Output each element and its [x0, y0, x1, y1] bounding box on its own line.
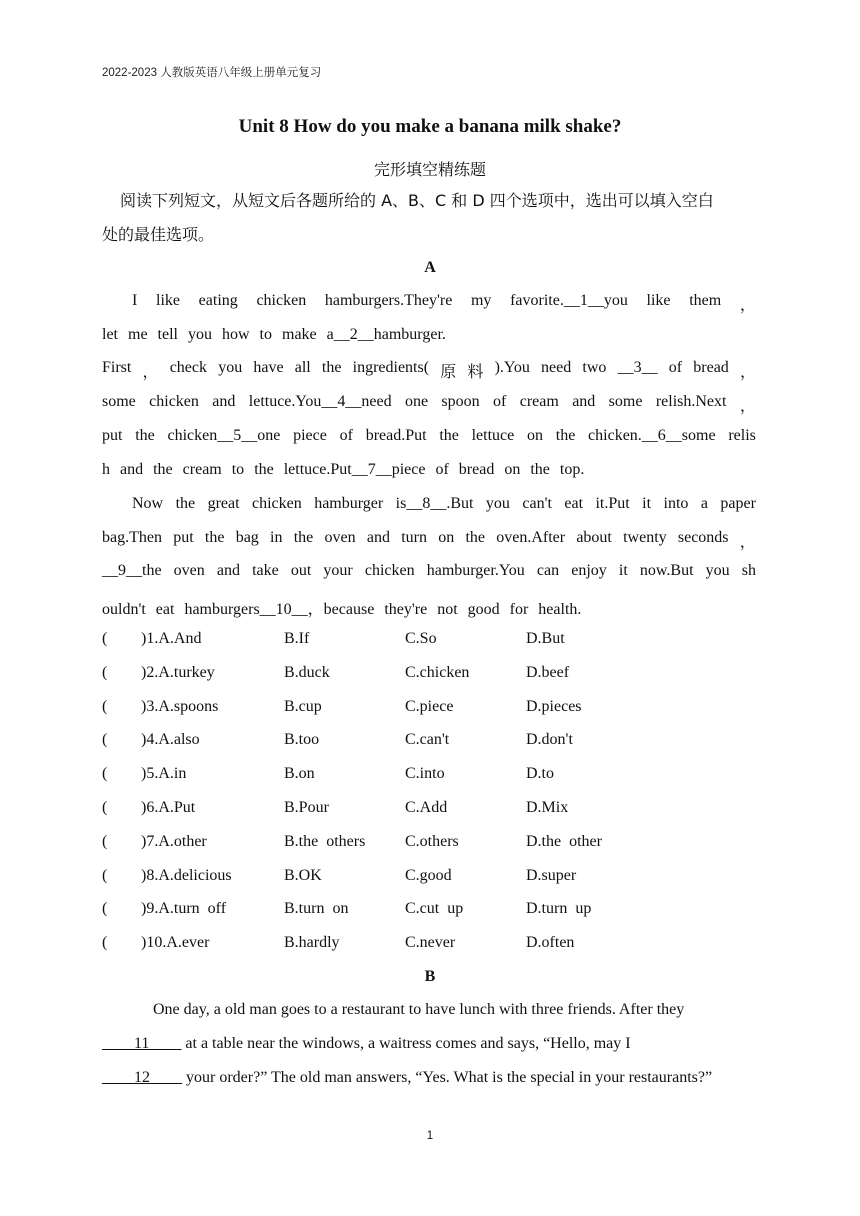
- answer-bracket: (: [102, 866, 108, 884]
- question-option-c: C.others: [405, 832, 459, 850]
- question-option-a: )2.A.turkey: [141, 663, 215, 681]
- question-option-a: )9.A.turn off: [141, 900, 227, 918]
- passage-a-line: [102, 359, 756, 382]
- passage-word: put: [173, 529, 194, 546]
- passage-word: the: [293, 529, 314, 546]
- instructions-line-1: 阅读下列短文，从短文后各题所给的 A、B、C 和 D 四个选项中，选出可以填入空白: [120, 191, 714, 210]
- passage-word: in: [270, 529, 283, 546]
- page-subtitle: 完形填空精练题: [373, 160, 486, 179]
- question-option-a: )8.A.delicious: [141, 866, 232, 884]
- passage-word: hamburger.You: [426, 562, 525, 579]
- passage-word: eat: [564, 495, 584, 512]
- section-b-line-3-text: your order?” The old man answers, “Yes. What is the special in your restaurants?”: [182, 1069, 713, 1086]
- question-option-a: )1.A.And: [141, 630, 202, 647]
- question-option-c: C.never: [405, 934, 456, 952]
- question-option-d: D.But: [526, 630, 565, 647]
- page-header: 2022-2023 人教版英语八年级上册单元复习: [102, 67, 322, 79]
- passage-word: out: [290, 562, 312, 579]
- passage-word: the: [321, 359, 342, 376]
- passage-word: the: [439, 427, 459, 444]
- answer-bracket: (: [102, 832, 108, 850]
- passage-word: paper: [720, 495, 756, 512]
- question-option-d: D.often: [526, 934, 575, 952]
- passage-a-line: [102, 562, 756, 580]
- passage-word: good: [467, 601, 500, 618]
- question-option-b: B.Pour: [284, 799, 329, 816]
- passage-word: the: [175, 495, 196, 512]
- question-option-a: )3.A.spoons: [141, 697, 219, 715]
- passage-a-line: [102, 461, 756, 479]
- passage-word: turn: [401, 529, 427, 546]
- question-option-b: B.OK: [284, 866, 322, 884]
- page-title: Unit 8 How do you make a banana milk shake?: [238, 116, 622, 137]
- passage-word: 料: [467, 364, 484, 381]
- section-b-line-2-text: at a table near the windows, a waitress comes and says, “Hello, may I: [181, 1035, 631, 1052]
- passage-word: two: [582, 359, 607, 376]
- question-option-c: C.good: [405, 866, 452, 884]
- passage-word: top.: [559, 461, 585, 478]
- question-option-d: D.pieces: [526, 697, 582, 715]
- passage-word: to: [231, 461, 245, 478]
- question-option-c: C.So: [405, 630, 437, 647]
- passage-word: relis: [728, 427, 756, 444]
- instructions-line-2: 处的最佳选项。: [102, 225, 215, 244]
- passage-word: ，: [739, 398, 756, 415]
- answer-bracket: (: [102, 900, 108, 918]
- passage-word: your: [323, 562, 353, 579]
- passage-word: cream: [519, 393, 559, 410]
- passage-word: eating: [198, 292, 238, 309]
- passage-word: about: [576, 529, 612, 546]
- question-option-c: C.chicken: [405, 663, 470, 681]
- passage-word: a__2__hamburger.: [326, 326, 446, 343]
- passage-word: make: [282, 326, 317, 343]
- passage-word: the: [555, 427, 576, 444]
- answer-bracket: (: [102, 765, 108, 783]
- passage-word: enjoy: [571, 562, 607, 579]
- passage-word: like: [156, 292, 180, 309]
- passage-word: of: [435, 461, 449, 478]
- blank-12: ____12____: [102, 1069, 182, 1086]
- passage-word: of: [668, 359, 683, 376]
- passage-word: ，: [142, 364, 159, 381]
- passage-word: they're: [384, 601, 428, 618]
- passage-word: my: [470, 292, 492, 309]
- answer-bracket: (: [102, 663, 108, 681]
- answer-bracket: (: [102, 934, 108, 952]
- section-b-line-3: [102, 1069, 756, 1087]
- page-number: 1: [426, 1130, 434, 1142]
- passage-word: into: [663, 495, 689, 512]
- passage-a-line: [102, 427, 756, 445]
- passage-a-line: [102, 529, 756, 552]
- answer-bracket: (: [102, 731, 108, 749]
- question-option-b: B.on: [284, 765, 315, 783]
- passage-word: eat: [155, 601, 175, 618]
- passage-a-line: [132, 292, 756, 315]
- passage-word: the: [465, 529, 485, 546]
- question-option-c: C.cut up: [405, 900, 464, 918]
- passage-word: you: [218, 359, 243, 376]
- passage-word: 原: [440, 364, 457, 381]
- passage-word: how: [221, 326, 250, 343]
- passage-word: bread: [693, 359, 729, 376]
- passage-word: First: [102, 359, 132, 376]
- passage-word: piece: [293, 427, 327, 444]
- passage-word: I: [132, 292, 138, 309]
- section-a-heading: A: [424, 259, 436, 276]
- passage-word: you: [485, 495, 510, 512]
- question-option-d: D.super: [526, 866, 577, 884]
- question-option-a: )10.A.ever: [141, 934, 210, 952]
- question-option-d: D.don't: [526, 731, 573, 749]
- answer-bracket: (: [102, 799, 108, 816]
- passage-word: can't: [522, 495, 552, 512]
- passage-word: h: [102, 461, 110, 478]
- passage-word: bag: [235, 529, 259, 546]
- passage-word: and: [216, 562, 240, 579]
- question-option-a: )4.A.also: [141, 731, 200, 749]
- question-option-d: D.turn up: [526, 900, 592, 918]
- passage-word: and: [120, 461, 144, 478]
- passage-word: ，: [739, 534, 756, 551]
- passage-word: need: [541, 359, 572, 376]
- passage-word: on: [527, 427, 543, 444]
- passage-word: and: [366, 529, 390, 546]
- passage-word: the: [204, 529, 225, 546]
- passage-word: put: [102, 427, 123, 444]
- passage-word: the: [530, 461, 550, 478]
- question-option-c: C.into: [405, 765, 445, 783]
- answer-bracket: (: [102, 697, 108, 715]
- passage-word: on: [504, 461, 521, 478]
- passage-word: of: [339, 427, 353, 444]
- passage-word: is__8__.But: [395, 495, 474, 512]
- passage-a-line: [102, 393, 756, 416]
- passage-word: not: [437, 601, 458, 618]
- passage-word: to: [259, 326, 272, 343]
- passage-word: it.Put: [595, 495, 630, 512]
- question-option-b: B.hardly: [284, 934, 340, 952]
- question-option-c: C.piece: [405, 697, 454, 715]
- section-b-line-1: One day, a old man goes to a restaurant to have lunch with three friends. After they: [153, 1001, 685, 1018]
- question-option-a: )6.A.Put: [141, 799, 196, 816]
- passage-word: some: [102, 393, 136, 410]
- question-option-a: )7.A.other: [141, 832, 207, 850]
- passage-word: ingredients(: [352, 359, 430, 376]
- passage-word: lettuce.Put__7__piece: [283, 461, 426, 478]
- passage-word: some: [608, 393, 643, 410]
- passage-word: tell: [157, 326, 178, 343]
- passage-word: relish.Next: [655, 393, 727, 410]
- passage-word: __3__: [617, 359, 658, 376]
- passage-word: one: [404, 393, 429, 410]
- passage-word: chicken: [364, 562, 415, 579]
- passage-word: for: [509, 601, 529, 618]
- passage-word: seconds: [677, 529, 729, 546]
- section-b-line-2: [102, 1035, 756, 1053]
- passage-word: bag.Then: [102, 529, 162, 546]
- passage-word: the: [153, 461, 173, 478]
- passage-word: favorite.__1__you: [510, 292, 628, 309]
- passage-a-line: [102, 596, 756, 619]
- passage-word: on: [438, 529, 455, 546]
- passage-word: chicken: [252, 495, 302, 512]
- passage-word: oven: [324, 529, 356, 546]
- passage-word: you: [187, 326, 212, 343]
- question-option-b: B.If: [284, 630, 310, 647]
- passage-word: __9__the: [102, 562, 162, 579]
- passage-word: great: [207, 495, 240, 512]
- question-option-b: B.duck: [284, 663, 330, 681]
- answer-bracket: (: [102, 630, 108, 647]
- passage-word: oven.After: [496, 529, 566, 546]
- passage-word: chicken: [256, 292, 307, 309]
- passage-word: now.But: [639, 562, 694, 579]
- passage-word: you: [705, 562, 730, 579]
- passage-word: hamburgers.They're: [324, 292, 453, 309]
- question-option-b: B.cup: [284, 697, 322, 715]
- passage-word: of: [493, 393, 507, 410]
- question-option-b: B.turn on: [284, 900, 349, 918]
- question-option-c: C.Add: [405, 799, 448, 816]
- passage-word: take: [252, 562, 279, 579]
- passage-word: lettuce.You__4__need: [248, 393, 392, 410]
- passage-word: the: [135, 427, 155, 444]
- passage-word: spoon: [441, 393, 480, 410]
- passage-word: and: [572, 393, 596, 410]
- passage-word: bread.Put: [365, 427, 427, 444]
- question-option-b: B.the others: [284, 832, 366, 850]
- question-option-d: D.to: [526, 765, 554, 783]
- blank-11: ____11____: [102, 1035, 182, 1052]
- passage-word: oven: [173, 562, 205, 579]
- passage-word: chicken__5__one: [167, 427, 281, 444]
- passage-word: check: [169, 359, 208, 376]
- passage-word: let: [102, 326, 118, 343]
- passage-word: a: [700, 495, 708, 512]
- passage-word: all: [294, 359, 311, 376]
- question-option-a: )5.A.in: [141, 765, 187, 783]
- section-b-heading: B: [424, 968, 436, 985]
- passage-word: ouldn't: [102, 601, 146, 618]
- question-option-b: B.too: [284, 731, 320, 749]
- passage-word: like: [646, 292, 671, 309]
- passage-word: me: [128, 326, 148, 343]
- passage-word: hamburger: [314, 495, 384, 512]
- passage-word: hamburgers__10__，because: [184, 601, 375, 618]
- passage-a-line: [102, 326, 756, 344]
- question-option-d: D.Mix: [526, 799, 569, 816]
- passage-word: twenty: [623, 529, 667, 546]
- passage-word: them: [689, 292, 722, 309]
- question-option-c: C.can't: [405, 731, 450, 749]
- passage-word: it: [642, 495, 652, 512]
- passage-word: lettuce: [471, 427, 515, 444]
- passage-word: ，: [739, 364, 756, 381]
- passage-word: and: [212, 393, 236, 410]
- passage-word: the: [254, 461, 274, 478]
- passage-word: chicken.__6__some: [588, 427, 716, 444]
- passage-word: Now: [132, 495, 164, 512]
- passage-word: chicken: [149, 393, 199, 410]
- passage-word: it: [618, 562, 628, 579]
- passage-word: have: [253, 359, 284, 376]
- question-option-d: D.the other: [526, 832, 602, 850]
- passage-word: can: [536, 562, 560, 579]
- passage-word: health.: [538, 601, 582, 618]
- passage-a-line: [132, 495, 756, 513]
- question-option-d: D.beef: [526, 663, 570, 681]
- passage-word: bread: [458, 461, 495, 478]
- passage-word: ).You: [494, 359, 530, 376]
- passage-word: cream: [182, 461, 222, 478]
- passage-word: sh: [741, 562, 756, 579]
- passage-word: ，: [739, 297, 756, 314]
